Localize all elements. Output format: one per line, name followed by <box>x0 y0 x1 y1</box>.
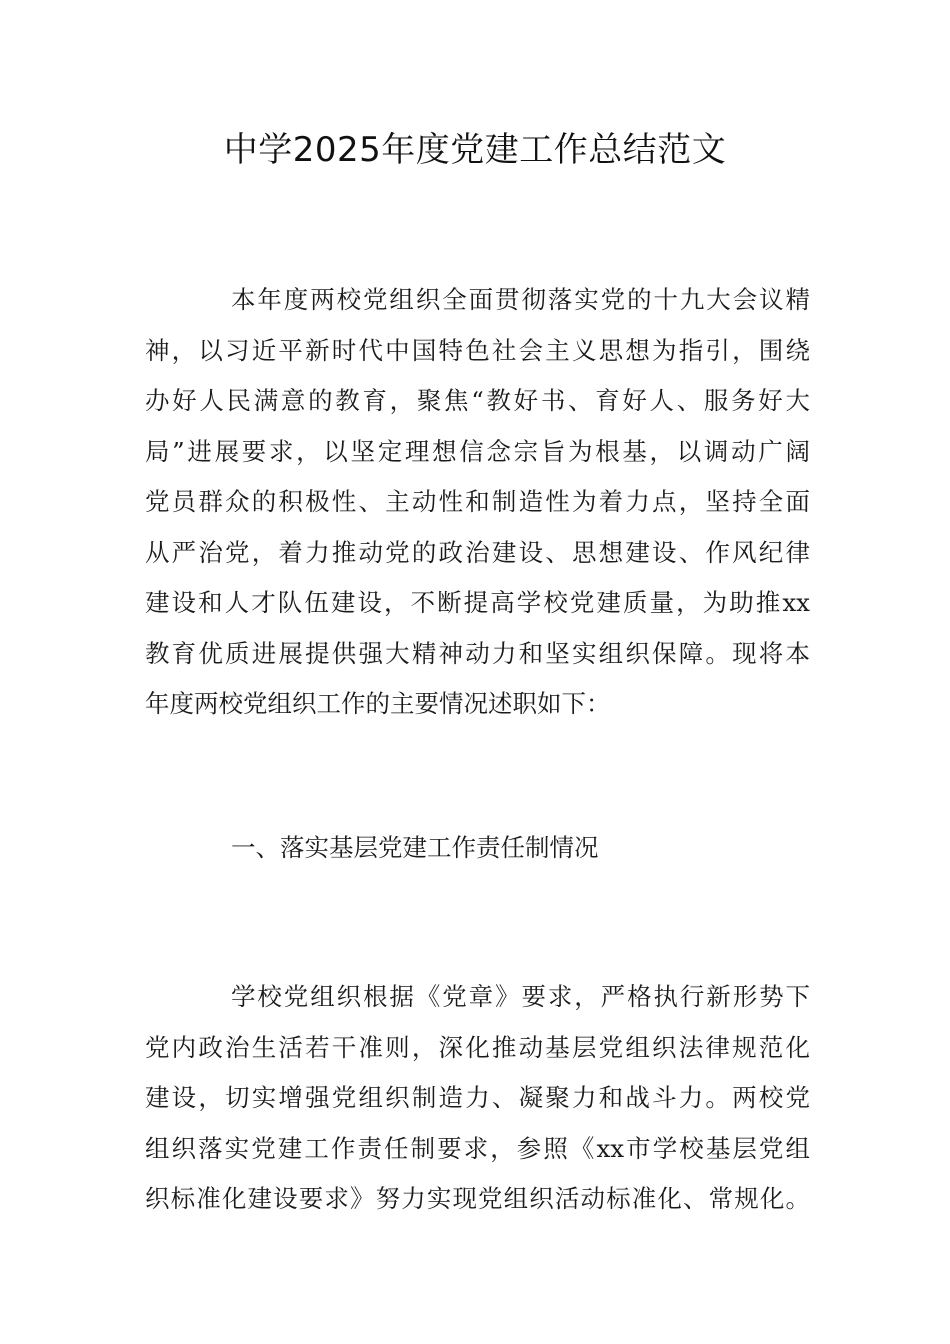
paragraph-line: 神，以习近平新时代中国特色社会主义思想为指引，围绕 <box>145 335 810 365</box>
paragraph-line: 办好人民满意的教育，聚焦“教好书、育好人、服务好大 <box>145 386 810 415</box>
section-paragraph <box>145 972 810 1225</box>
paragraph-line: 建设，切实增强党组织制造力、凝聚力和战斗力。两校党 <box>145 1083 810 1112</box>
section-heading: 一、落实基层党建工作责任制情况 <box>231 833 599 862</box>
paragraph-line: 织标准化建设要求》努力实现党组织活动标准化、常规化。 <box>145 1184 810 1213</box>
document-title: 中学2025年度党建工作总结范文 <box>223 130 727 170</box>
paragraph-line: 党内政治生活若干准则，深化推动基层党组织法律规范化 <box>145 1032 810 1062</box>
paragraph-line: 组织落实党建工作责任制要求，参照《xx市学校基层党组 <box>145 1133 810 1163</box>
paragraph-line: 从严治党，着力推动党的政治建设、思想建设、作风纪律 <box>145 537 810 567</box>
intro-paragraph <box>145 275 810 730</box>
paragraph-line: 建设和人才队伍建设，不断提高学校党建质量，为助推xx <box>145 588 810 617</box>
paragraph-line: 年度两校党组织工作的主要情况述职如下： <box>145 689 611 718</box>
paragraph-line: 局”进展要求，以坚定理想信念宗旨为根基，以调动广阔 <box>145 436 810 466</box>
paragraph-line: 教育优质进展提供强大精神动力和坚实组织保障。现将本 <box>145 638 810 668</box>
paragraph-line: 党员群众的积极性、主动性和制造性为着力点，坚持全面 <box>145 487 810 516</box>
paragraph-line: 本年度两校党组织全面贯彻落实党的十九大会议精 <box>231 285 810 314</box>
paragraph-line: 学校党组织根据《党章》要求，严格执行新形势下 <box>231 982 810 1011</box>
